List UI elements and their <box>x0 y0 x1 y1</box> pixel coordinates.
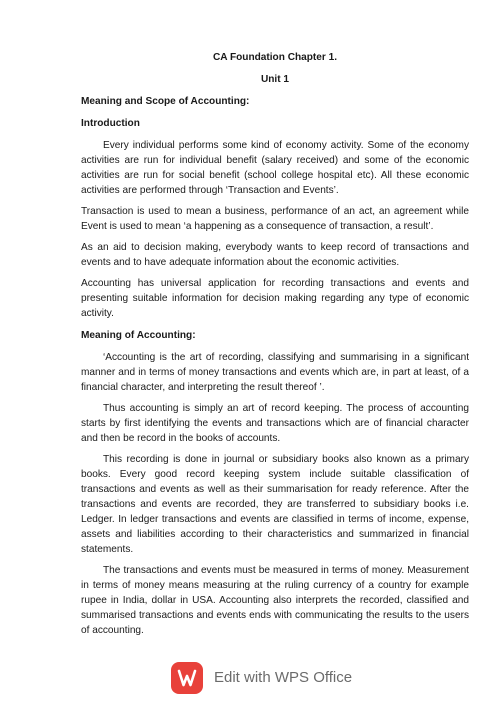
money-paragraph: The transactions and events must be measured in terms of money. Measurement in terms of money means measuring at the ruling currency of a country for example rupee in India, dollar in USA. Accounting also interprets the recorded, classified and summarised transactions and events ends with communicating the results to the users of accounting. <box>81 565 469 636</box>
meaning-heading: Meaning of Accounting: <box>81 330 196 341</box>
transaction-paragraph: Transaction is used to mean a business, performance of an act, an agreement while Event is used to mean ‘a happening as a consequence of transaction, a result’. <box>81 206 469 232</box>
definition-paragraph: ‘Accounting is the art of recording, classifying and summarising in a significant manner and in terms of money transactions and events which are, in part at least, of a financial character, and interpreting the result thereof ’. <box>81 352 469 393</box>
unit-title: Unit 1 <box>260 74 290 85</box>
section-heading: Meaning and Scope of Accounting: <box>81 96 250 107</box>
application-paragraph: Accounting has universal application for recording transactions and events and presenting suitable information for decision making regarding any type of economic activity. <box>81 278 469 319</box>
wps-edit-label: Edit with WPS Office <box>214 669 353 686</box>
record-keeping-paragraph: Thus accounting is simply an art of record keeping. The process of accounting starts by first identifying the events and transactions which are of financial character and then be record in the books of accounts. <box>81 403 469 444</box>
decision-paragraph: As an aid to decision making, everybody wants to keep record of transactions and events and to have adequate information about the economic activities. <box>81 242 469 268</box>
document-page <box>81 50 469 638</box>
wps-watermark[interactable] <box>0 658 500 698</box>
journal-paragraph: This recording is done in journal or subsidiary books also known as a primary books. Every good record keeping system include suitable classification of transactions and events as well as their summarisation for ready reference. After the transactions and events are recorded, they are transferred to subsidiary books i.e. Ledger. In ledger transactions and events are classified in terms of income, expense, assets and liabilities according to their characteristics and summarized in financial statements. <box>81 454 469 555</box>
intro-heading: Introduction <box>81 118 140 129</box>
intro-paragraph: Every individual performs some kind of economy activity. Some of the economy activities are run for individual benefit (salary received) and some of the economic activities are run for social benefit (school college hospital etc). All these economic activities are performed through ‘Transaction and Events’. <box>81 140 469 196</box>
document-title: CA Foundation Chapter 1. <box>212 52 338 63</box>
wps-logo-icon <box>171 662 203 694</box>
